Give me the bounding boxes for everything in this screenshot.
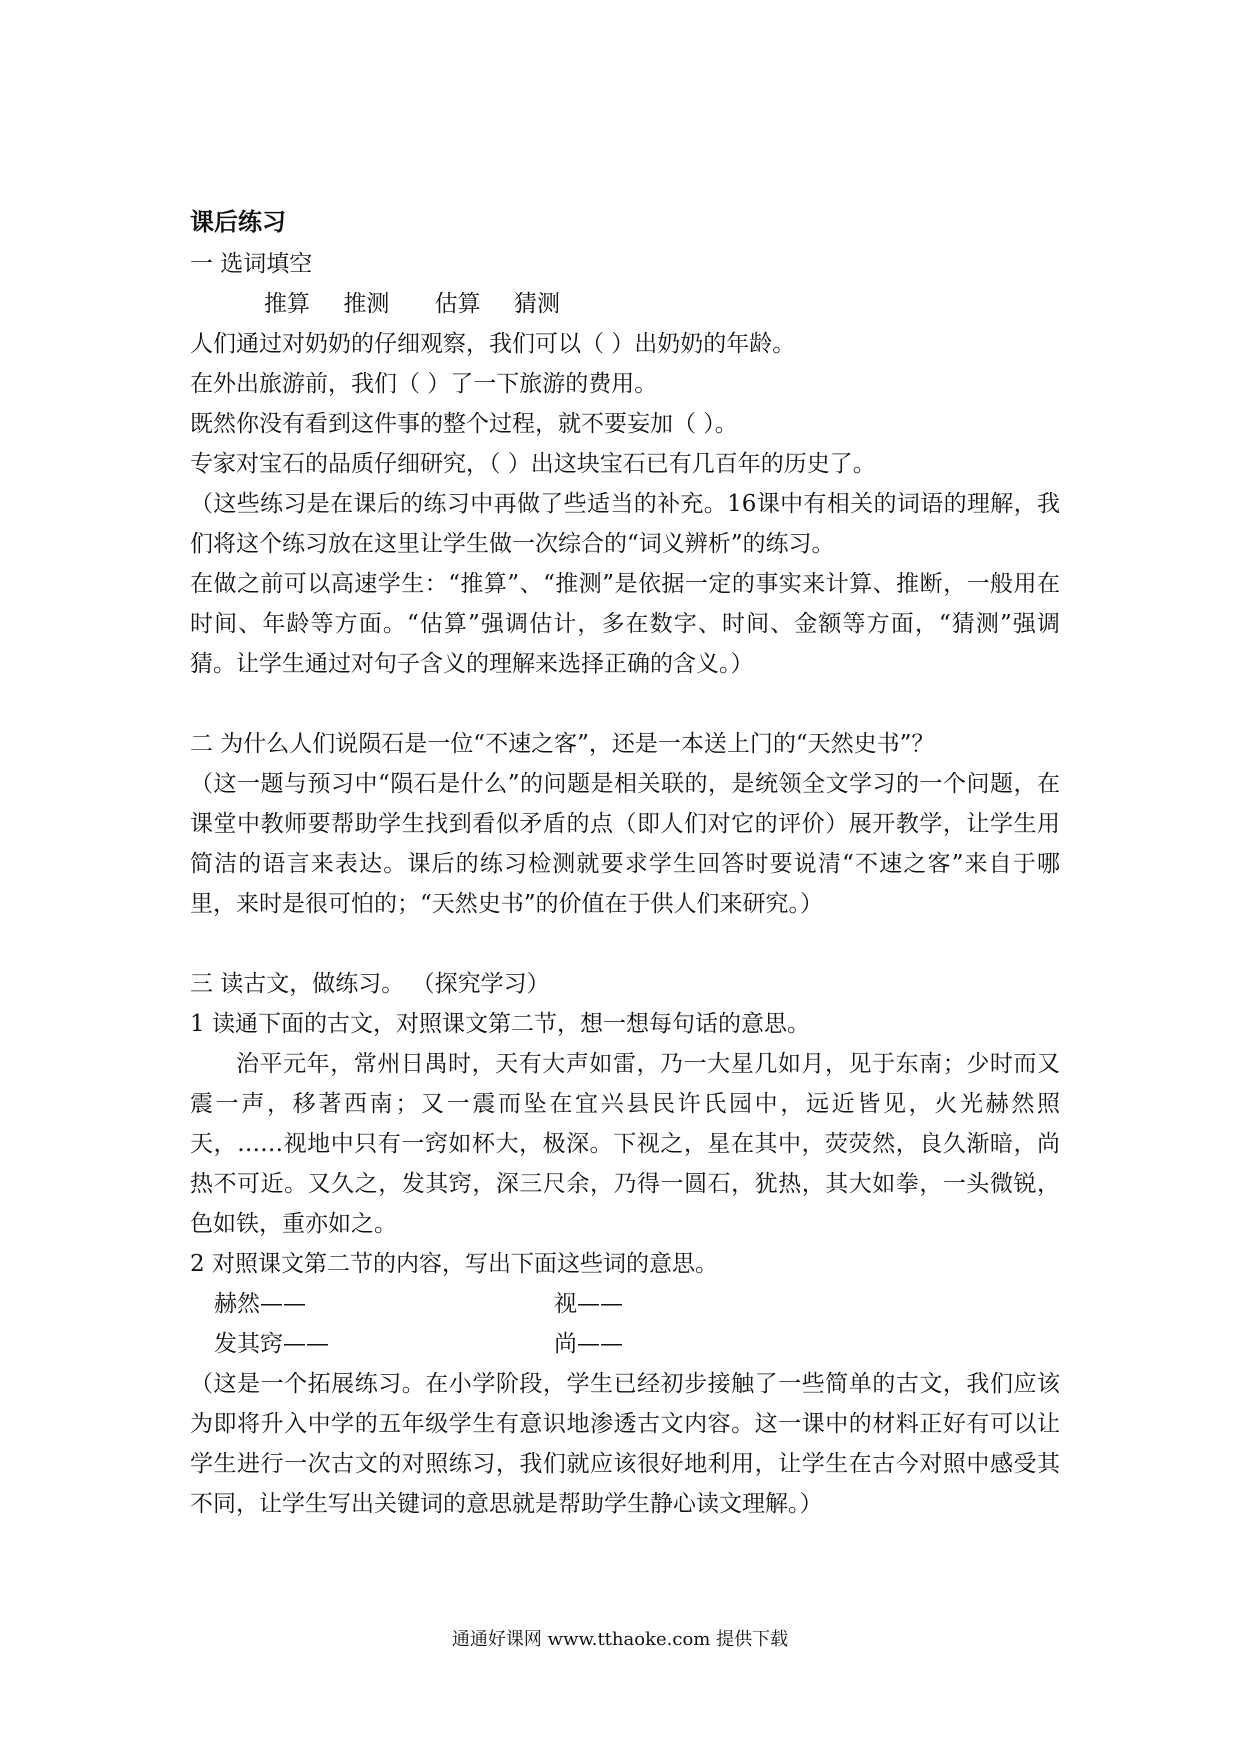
word-bank	[190, 284, 1060, 324]
sentence-3: 既然你没有看到这件事的整个过程，就不要妄加（ ）。	[190, 411, 738, 437]
section2-heading: 二 为什么人们说陨石是一位“不速之客”，还是一本送上门的“天然史书”？	[190, 731, 935, 757]
page-footer: 通通好课网 www.tthaoke.com 提供下载	[451, 1629, 789, 1650]
section1-heading: 一 选词填空	[190, 251, 313, 277]
spacer	[190, 684, 1060, 724]
sentence-2: 在外出旅游前，我们（ ）了一下旅游的费用。	[190, 371, 658, 397]
word-2: 推测	[343, 291, 390, 317]
sentence-1: 人们通过对奶奶的仔细观察，我们可以（ ）出奶奶的年龄。	[190, 331, 796, 357]
classical-text: 治平元年，常州日禺时，天有大声如雷，乃一大星几如月，见于东南；少时而又震一声，移著西南；又一震而坠在宜兴县民许氏园中，远近皆见，火光赫然照天，……视地中只有一窍如杯大，极深。下视之，星在其中，荧荧然，良久渐暗，尚热不可近。又久之，发其窍，深三尺余，乃得一圆石，犹热，其大如拳，一头微锐，色如铁，重亦如之。	[190, 1051, 1060, 1237]
word-4: 猜测	[513, 291, 560, 317]
spacer	[190, 924, 1060, 964]
question-1: 1 读通下面的古文，对照课文第二节，想一想每句话的意思。	[190, 1011, 810, 1037]
section2-note: （这一题与预习中“陨石是什么”的问题是相关联的，是统领全文学习的一个问题，在课堂中教师要帮助学生找到看似矛盾的点（即人们对它的评价）展开教学，让学生用简洁的语言来表达。课后的练习检测就要求学生回答时要说清“不速之客”来自于哪里，来时是很可怕的；“天然史书”的价值在于供人们来研究。）	[190, 771, 1060, 917]
section3-note: （这是一个拓展练习。在小学阶段，学生已经初步接触了一些简单的古文，我们应该为即将升入中学的五年级学生有意识地渗透古文内容。这一课中的材料正好有可以让学生进行一次古文的对照练习，我们就应该很好地利用，让学生在古今对照中感受其不同，让学生写出关键词的意思就是帮助学生静心读文理解。）	[190, 1371, 1060, 1517]
section3-heading: 三 读古文，做练习。 （探究学习）	[190, 971, 550, 997]
term-row	[190, 1284, 1060, 1324]
word-3: 估算	[434, 291, 481, 317]
term-item: 发其窍——	[214, 1331, 329, 1357]
question-2: 2 对照课文第二节的内容，写出下面这些词的意思。	[190, 1251, 718, 1277]
section1-note: （这些练习是在课后的练习中再做了些适当的补充。16课中有相关的词语的理解，我们将这个练习放在这里让学生做一次综合的“词义辨析”的练习。	[190, 491, 1060, 557]
term-item: 视——	[554, 1291, 623, 1317]
page-title: 课后练习	[190, 207, 286, 236]
section1-note-2: 在做之前可以高速学生：“推算”、“推测”是依据一定的事实来计算、推断，一般用在时间、年龄等方面。“估算”强调估计，多在数字、时间、金额等方面，“猜测”强调猜。让学生通过对句子含义的理解来选择正确的含义。）	[190, 571, 1060, 677]
term-item: 赫然——	[214, 1291, 306, 1317]
document-body	[190, 200, 1060, 1524]
word-1: 推算	[264, 291, 310, 317]
term-row	[190, 1324, 1060, 1364]
sentence-4: 专家对宝石的品质仔细研究，（ ）出这块宝石已有几百年的历史了。	[190, 451, 876, 477]
term-item: 尚——	[554, 1331, 623, 1357]
